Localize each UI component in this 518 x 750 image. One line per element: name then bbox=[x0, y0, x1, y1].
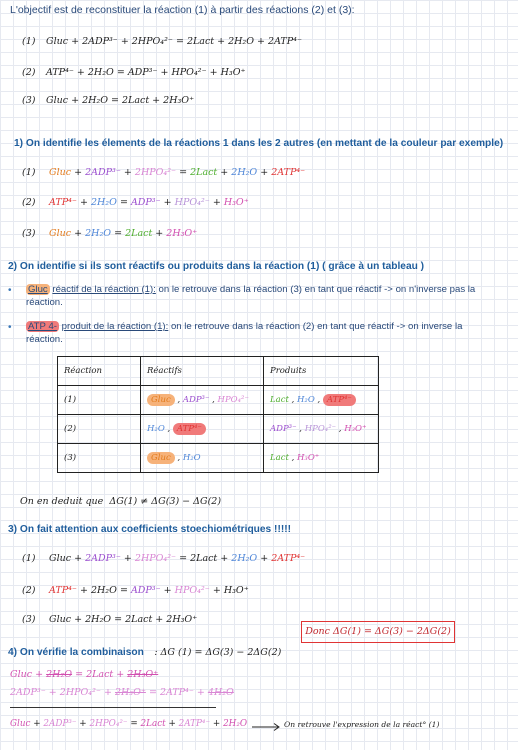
step3-eq-2: (2) ATP⁴⁻ + 2H₂O = ADP³⁻ + HPO₄²⁻ + H₃O⁺ bbox=[22, 585, 249, 596]
arrow-right-icon bbox=[252, 722, 282, 732]
step4-final: Gluc + 2ADP³⁻ + 2HPO₄²⁻ = 2Lact + 2ATP⁴⁻ + 2H₂O bbox=[10, 719, 248, 729]
bullet-atp: ATP 4- produit de la réaction (1): on le retrouve dans la réaction (2) en tant que réactif -> on inverse la réaction. bbox=[26, 321, 463, 345]
step3-eq-1: (1) Gluc + 2ADP³⁻ + 2HPO₄²⁻ = 2Lact + 2H₂O + 2ATP⁴⁻ bbox=[22, 553, 306, 564]
eq-initial-2: (2) ATP⁴⁻ + 2H₂O = ADP³⁻ + HPO₄²⁻ + H₃O⁺ bbox=[22, 67, 246, 78]
eq-initial-1: (1) Gluc + 2ADP³⁻ + 2HPO₄²⁻ = 2Lact + 2H₂O + 2ATP⁴⁻ bbox=[22, 36, 302, 47]
table-row bbox=[58, 444, 379, 473]
step4-heading: 4) On vérifie la combinaison bbox=[8, 647, 144, 658]
table-header: Réaction bbox=[58, 357, 141, 386]
step4-formula: : ΔG (1) = ΔG(3) − 2ΔG(2) bbox=[154, 647, 282, 658]
step1-eq-3: (3) Gluc + 2H₂O = 2Lact + 2H₃O⁺ bbox=[22, 228, 198, 239]
table-header: Réactifs bbox=[141, 357, 264, 386]
bullet-gluc: Gluc réactif de la réaction (1): on le retrouve dans la réaction (3) en tant que réactif -> on n'inverse pas la réaction. bbox=[26, 284, 476, 308]
bullet-dot: • bbox=[8, 285, 12, 296]
step3-heading: 3) On fait attention aux coefficients stoechiométriques !!!!! bbox=[8, 524, 292, 535]
final-note: On retrouve l'expression de la réact° (1) bbox=[284, 720, 440, 729]
step3-eq-3: (3) Gluc + 2H₂O = 2Lact + 2H₃O⁺ bbox=[22, 614, 198, 625]
table-cell: Lact , H₃O⁺ bbox=[264, 444, 379, 473]
table-cell: (3) bbox=[58, 444, 141, 473]
table-row bbox=[58, 386, 379, 415]
table-row bbox=[58, 415, 379, 444]
intro-text: L'objectif est de reconstituer la réaction (1) à partir des réactions (2) et (3): bbox=[10, 4, 355, 16]
table-cell: (1) bbox=[58, 386, 141, 415]
deduction: On en deduit que ΔG(1) ≠ ΔG(3) − ΔG(2) bbox=[20, 496, 222, 507]
step2-heading: 2) On identifie si ils sont réactifs ou produits dans la réaction (1) ( grâce à un tableau ) bbox=[8, 261, 425, 272]
sum-rule bbox=[10, 707, 216, 708]
table-cell: ADP³⁻ , HPO₄²⁻ , H₃O⁺ bbox=[264, 415, 379, 444]
step1-eq-1: (1) Gluc + 2ADP³⁻ + 2HPO₄²⁻ = 2Lact + 2H₂O + 2ATP⁴⁻ bbox=[22, 167, 306, 178]
bullet-dot: • bbox=[8, 322, 12, 333]
step4-line-1: Gluc + 2H₂O = 2Lact + 2H₃O⁺ bbox=[10, 669, 159, 680]
table-header: Produits bbox=[264, 357, 379, 386]
table-cell: (2) bbox=[58, 415, 141, 444]
step1-heading: 1) On identifie les élements de la réactions 1 dans les 2 autres (en mettant de la couleur par exemple) bbox=[14, 138, 504, 149]
table-cell: Lact , H₂O , ATP⁴⁻ bbox=[264, 386, 379, 415]
donc-box: Donc ΔG(1) = ΔG(3) − 2ΔG(2) bbox=[301, 621, 455, 643]
table-cell: Gluc , ADP³⁻ , HPO₄²⁻ bbox=[141, 386, 264, 415]
step4-line-2: 2ADP³⁻ + 2HPO₄²⁻ + 2H₃O⁺ = 2ATP⁴⁻ + 4H₂O bbox=[10, 687, 234, 698]
table-cell: H₂O , ATP⁴⁻ bbox=[141, 415, 264, 444]
table-header-row bbox=[58, 357, 379, 386]
table-cell: Gluc , H₂O bbox=[141, 444, 264, 473]
reactions-table bbox=[57, 356, 379, 473]
eq-initial-3: (3) Gluc + 2H₂O = 2Lact + 2H₃O⁺ bbox=[22, 95, 195, 106]
step4-header bbox=[8, 642, 281, 660]
step1-eq-2: (2) ATP⁴⁻ + 2H₂O = ADP³⁻ + HPO₄²⁻ + H₃O⁺ bbox=[22, 197, 249, 208]
